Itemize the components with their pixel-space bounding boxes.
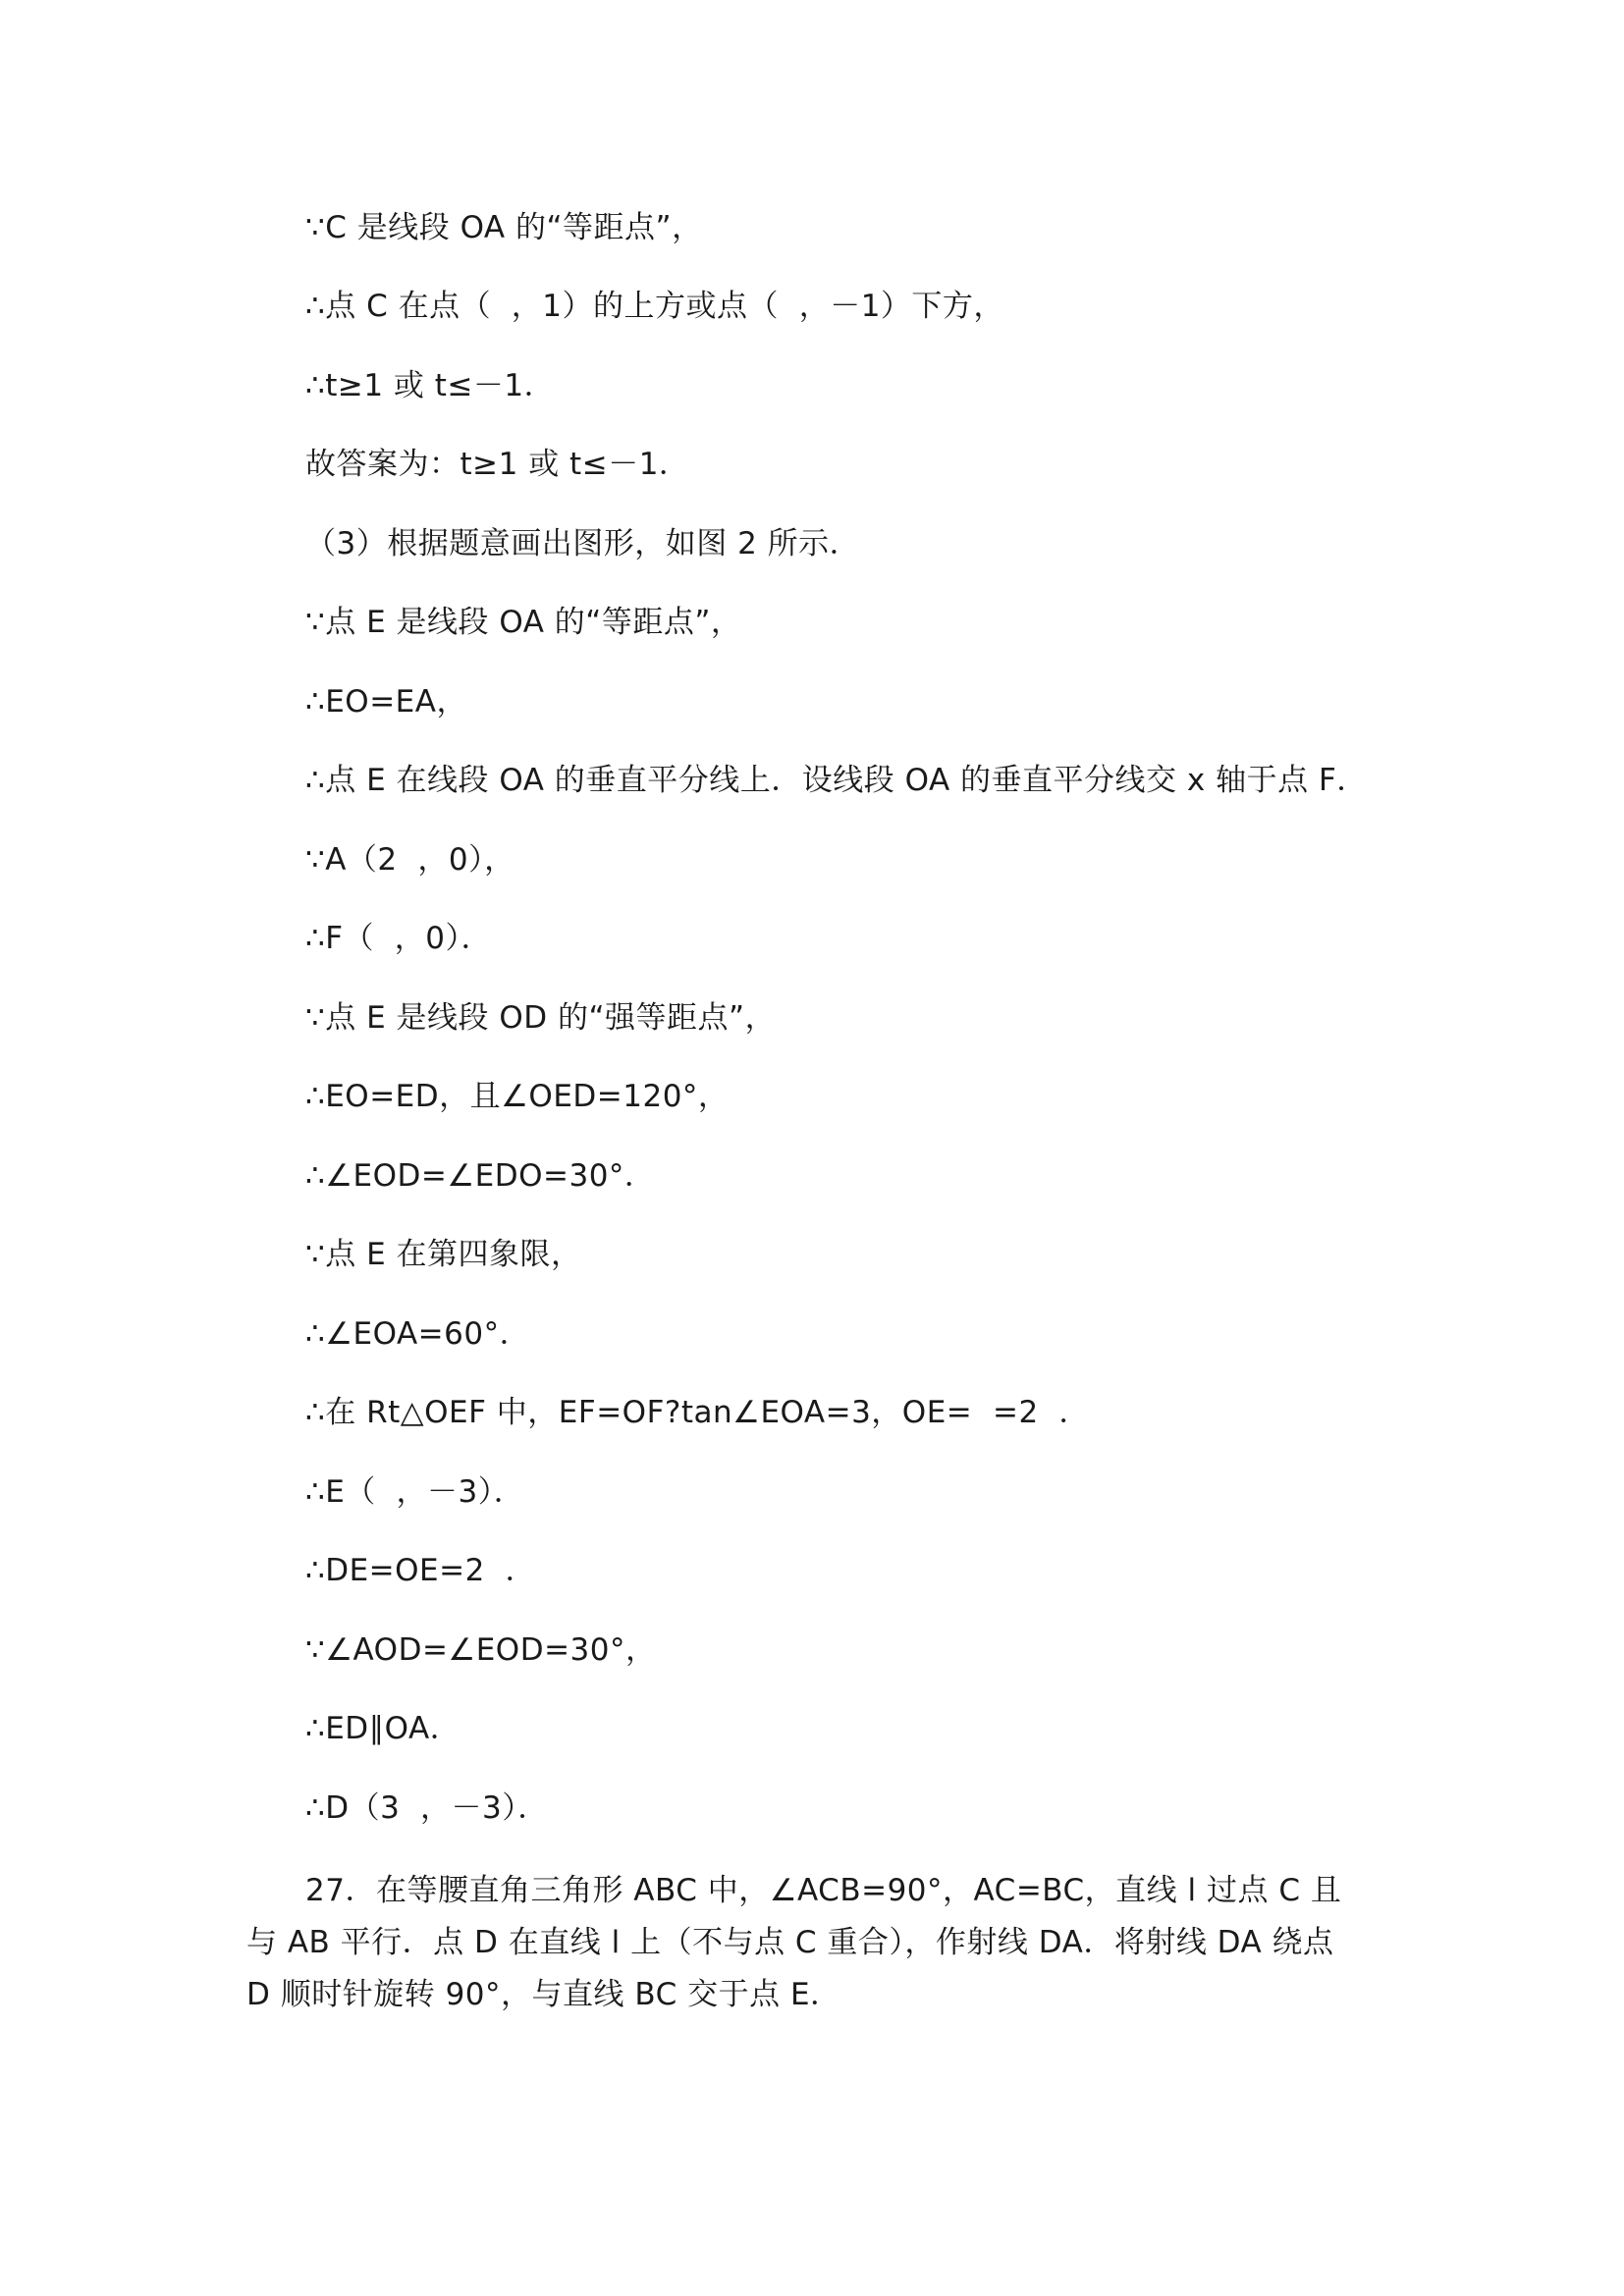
- solution-line: ∴∠EOA=60°．: [305, 1316, 531, 1352]
- solution-line: ∴EO=EA，: [305, 684, 467, 720]
- solution-line: ∵A（2 ，0），: [305, 842, 515, 878]
- solution-line: ∴D（3 ，－3）．: [305, 1790, 549, 1826]
- solution-line: ∴∠EOD=∠EDO=30°．: [305, 1158, 656, 1194]
- solution-line: ∴ED∥OA．: [305, 1711, 461, 1746]
- solution-line: ∵∠AOD=∠EOD=30°，: [305, 1632, 657, 1668]
- solution-line: ∴F（ ，0）．: [305, 921, 492, 956]
- solution-line: ∴点 C 在点（ ，1）的上方或点（ ，－1）下方，: [305, 289, 1004, 324]
- solution-line: ∴EO=ED，且∠OED=120°，: [305, 1079, 730, 1114]
- solution-line: ∴在 Rt△OEF 中，EF=OF?tan∠EOA=3，OE= =2 ．: [305, 1395, 1090, 1430]
- solution-line: 故答案为：t≥1 或 t≤－1．: [305, 447, 690, 482]
- solution-line: ∵C 是线段 OA 的“等距点”，: [305, 210, 703, 245]
- solution-line: （3）根据题意画出图形，如图 2 所示．: [305, 526, 861, 561]
- solution-line: ∵点 E 是线段 OD 的“强等距点”，: [305, 1000, 777, 1036]
- problem-27-statement: 27．在等腰直角三角形 ABC 中，∠ACB=90°，AC=BC，直线 l 过点 C 且与 AB 平行．点 D 在直线 l 上（不与点 C 重合），作射线 DA．将射线 DA 绕点 D 顺时针旋转 90°，与直线 BC 交于点 E．: [246, 1873, 1342, 2012]
- solution-line: ∵点 E 是线段 OA 的“等距点”，: [305, 605, 742, 640]
- solution-line: ∴点 E 在线段 OA 的垂直平分线上．设线段 OA 的垂直平分线交 x 轴于点 F．: [305, 763, 1368, 798]
- solution-line: ∵点 E 在第四象限，: [305, 1237, 582, 1272]
- solution-line: ∴DE=OE=2 ．: [305, 1553, 537, 1588]
- solution-line: ∴E（ ，－3）．: [305, 1474, 525, 1510]
- solution-line: ∴t≥1 或 t≤－1．: [305, 368, 556, 403]
